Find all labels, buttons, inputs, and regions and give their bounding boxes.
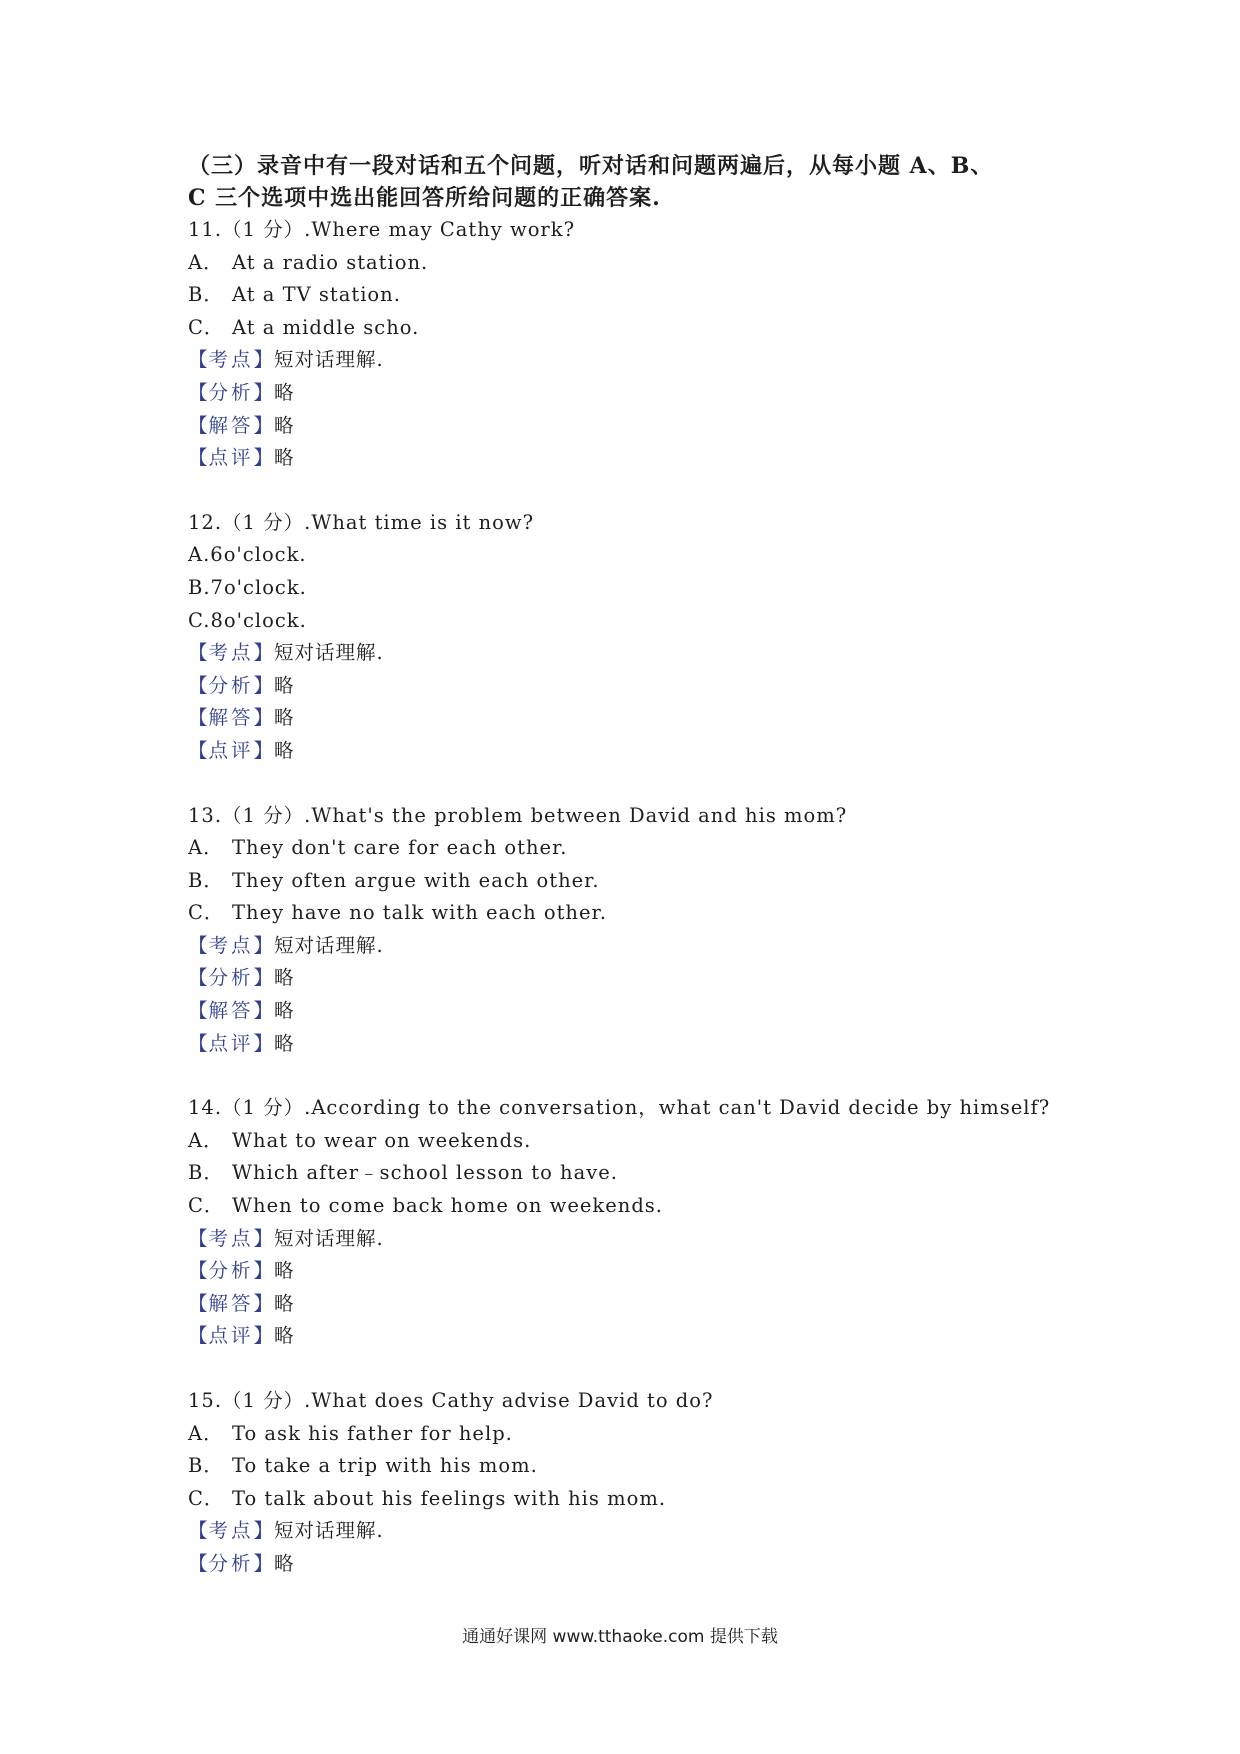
open-bracket: 【 (188, 1031, 209, 1055)
option-b (188, 1157, 1088, 1190)
question-stem: 15.（1 分）.What does Cathy advise David to do? (188, 1389, 714, 1412)
section-header (188, 150, 1068, 214)
open-bracket: 【 (188, 706, 209, 730)
option-b (188, 572, 1088, 605)
question-stem: 14.（1 分）.According to the conversation，what can't David decide by himself? (188, 1096, 1051, 1120)
close-bracket: 】 (253, 641, 275, 665)
kaodian-label: 考点 (208, 1226, 254, 1250)
fenxi-value: 略 (274, 380, 295, 404)
jieda-value: 略 (274, 999, 295, 1023)
kaodian-value: 短对话理解. (274, 1519, 384, 1543)
question-15 (188, 1385, 1088, 1581)
option-text: They often argue with each other. (232, 868, 600, 892)
fenxi-label: 分析 (208, 1259, 254, 1283)
close-bracket: 】 (253, 1259, 275, 1283)
question-11 (188, 214, 1088, 475)
option-c (188, 312, 1088, 345)
option-text: 8o'clock. (210, 608, 307, 632)
dianping-value: 略 (274, 446, 295, 470)
fenxi-value: 略 (274, 966, 295, 990)
open-bracket: 【 (188, 1551, 209, 1575)
question-12 (188, 507, 1088, 768)
option-letter: B． (188, 868, 224, 892)
fenxi-label: 分析 (208, 1551, 254, 1575)
close-bracket: 】 (253, 348, 275, 372)
kaodian-value: 短对话理解. (274, 933, 384, 957)
kaodian-value: 短对话理解. (274, 641, 384, 665)
option-letter: A． (188, 1421, 224, 1445)
question-stem: 12.（1 分）.What time is it now? (188, 510, 535, 534)
jieda-row (188, 995, 1088, 1028)
open-bracket: 【 (188, 966, 209, 990)
dianping-row (188, 1320, 1088, 1353)
option-text: To ask his father for help. (232, 1421, 513, 1445)
fenxi-value: 略 (274, 673, 295, 697)
kaodian-row (188, 1515, 1088, 1548)
section-instruction-line-1: （三）录音中有一段对话和五个问题，听对话和问题两遍后，从每小题 A、B、 (188, 153, 994, 179)
option-a (188, 539, 1088, 572)
jieda-value: 略 (274, 706, 295, 730)
option-letter: B. (188, 575, 211, 599)
option-letter: C． (188, 1194, 225, 1218)
option-text: They have no talk with each other. (232, 901, 607, 925)
option-letter: A． (188, 1128, 224, 1152)
open-bracket: 【 (188, 1259, 209, 1283)
dianping-value: 略 (274, 738, 295, 762)
open-bracket: 【 (188, 446, 209, 470)
open-bracket: 【 (188, 641, 209, 665)
option-a (188, 832, 1088, 865)
close-bracket: 】 (253, 1519, 275, 1543)
dianping-label: 点评 (208, 1031, 254, 1055)
close-bracket: 】 (253, 706, 275, 730)
option-text: At a TV station. (232, 283, 401, 307)
fenxi-label: 分析 (208, 673, 254, 697)
fenxi-row (188, 1255, 1088, 1288)
page-footer: 通通好课网 www.tthaoke.com 提供下载 (462, 1627, 778, 1647)
close-bracket: 】 (253, 413, 275, 437)
dianping-label: 点评 (208, 446, 254, 470)
fenxi-label: 分析 (208, 380, 254, 404)
option-a (188, 247, 1088, 280)
option-b (188, 865, 1088, 898)
option-letter: C． (188, 1486, 225, 1510)
question-stem: 13.（1 分）.What's the problem between David and his mom? (188, 803, 848, 827)
option-c (188, 1483, 1088, 1516)
close-bracket: 】 (253, 1551, 275, 1575)
jieda-row (188, 702, 1088, 735)
close-bracket: 】 (253, 1226, 275, 1250)
kaodian-value: 短对话理解. (274, 1226, 384, 1250)
option-c (188, 1190, 1088, 1223)
jieda-label: 解答 (208, 999, 254, 1023)
question-13 (188, 800, 1088, 1061)
option-b (188, 279, 1088, 312)
option-letter: C. (188, 608, 211, 632)
fenxi-row (188, 377, 1088, 410)
kaodian-row (188, 1223, 1088, 1256)
fenxi-value: 略 (274, 1551, 295, 1575)
option-letter: B． (188, 1454, 224, 1478)
option-text: 7o'clock. (210, 575, 307, 599)
open-bracket: 【 (188, 673, 209, 697)
kaodian-label: 考点 (208, 641, 254, 665)
close-bracket: 】 (253, 738, 275, 762)
kaodian-row (188, 637, 1088, 670)
close-bracket: 】 (253, 999, 275, 1023)
option-text: At a middle scho. (232, 315, 420, 339)
open-bracket: 【 (188, 933, 209, 957)
option-b (188, 1450, 1088, 1483)
option-text: When to come back home on weekends. (232, 1194, 664, 1218)
dianping-value: 略 (274, 1324, 295, 1348)
jieda-value: 略 (274, 413, 295, 437)
option-text: They don't care for each other. (232, 836, 568, 860)
question-14 (188, 1092, 1088, 1353)
kaodian-label: 考点 (208, 933, 254, 957)
close-bracket: 】 (253, 673, 275, 697)
kaodian-label: 考点 (208, 348, 254, 372)
close-bracket: 】 (253, 446, 275, 470)
option-text: To talk about his feelings with his mom. (232, 1486, 667, 1510)
open-bracket: 【 (188, 1324, 209, 1348)
option-text: What to wear on weekends. (232, 1128, 532, 1152)
close-bracket: 】 (253, 380, 275, 404)
open-bracket: 【 (188, 999, 209, 1023)
question-list (188, 214, 1088, 1613)
open-bracket: 【 (188, 1519, 209, 1543)
close-bracket: 】 (253, 966, 275, 990)
jieda-label: 解答 (208, 706, 254, 730)
fenxi-row (188, 670, 1088, 703)
kaodian-row (188, 344, 1088, 377)
option-letter: B． (188, 1161, 224, 1185)
option-letter: C． (188, 901, 225, 925)
option-letter: B． (188, 283, 224, 307)
dianping-label: 点评 (208, 1324, 254, 1348)
option-text: To take a trip with his mom. (232, 1454, 538, 1478)
option-text: At a radio station. (232, 250, 429, 274)
kaodian-row (188, 930, 1088, 963)
option-a (188, 1418, 1088, 1451)
kaodian-label: 考点 (208, 1519, 254, 1543)
option-text: 6o'clock. (210, 543, 307, 567)
section-instruction-line-2: C 三个选项中选出能回答所给问题的正确答案. (188, 185, 661, 211)
option-letter: A． (188, 836, 224, 860)
fenxi-value: 略 (274, 1259, 295, 1283)
option-text: Which after﹣school lesson to have. (232, 1161, 618, 1185)
jieda-label: 解答 (208, 1291, 254, 1315)
jieda-value: 略 (274, 1291, 295, 1315)
open-bracket: 【 (188, 380, 209, 404)
dianping-label: 点评 (208, 738, 254, 762)
close-bracket: 】 (253, 933, 275, 957)
question-stem: 11.（1 分）.Where may Cathy work? (188, 218, 576, 241)
jieda-row (188, 1288, 1088, 1321)
open-bracket: 【 (188, 738, 209, 762)
jieda-row (188, 410, 1088, 443)
open-bracket: 【 (188, 1226, 209, 1250)
dianping-row (188, 442, 1088, 475)
option-a (188, 1125, 1088, 1158)
option-letter: A． (188, 250, 224, 274)
option-letter: C． (188, 315, 225, 339)
open-bracket: 【 (188, 413, 209, 437)
option-letter: A. (188, 543, 211, 567)
fenxi-label: 分析 (208, 966, 254, 990)
kaodian-value: 短对话理解. (274, 348, 384, 372)
open-bracket: 【 (188, 348, 209, 372)
fenxi-row (188, 962, 1088, 995)
fenxi-row (188, 1548, 1088, 1581)
dianping-row (188, 735, 1088, 768)
option-c (188, 605, 1088, 638)
open-bracket: 【 (188, 1291, 209, 1315)
dianping-value: 略 (274, 1031, 295, 1055)
close-bracket: 】 (253, 1031, 275, 1055)
close-bracket: 】 (253, 1291, 275, 1315)
jieda-label: 解答 (208, 413, 254, 437)
close-bracket: 】 (253, 1324, 275, 1348)
dianping-row (188, 1028, 1088, 1061)
option-c (188, 897, 1088, 930)
